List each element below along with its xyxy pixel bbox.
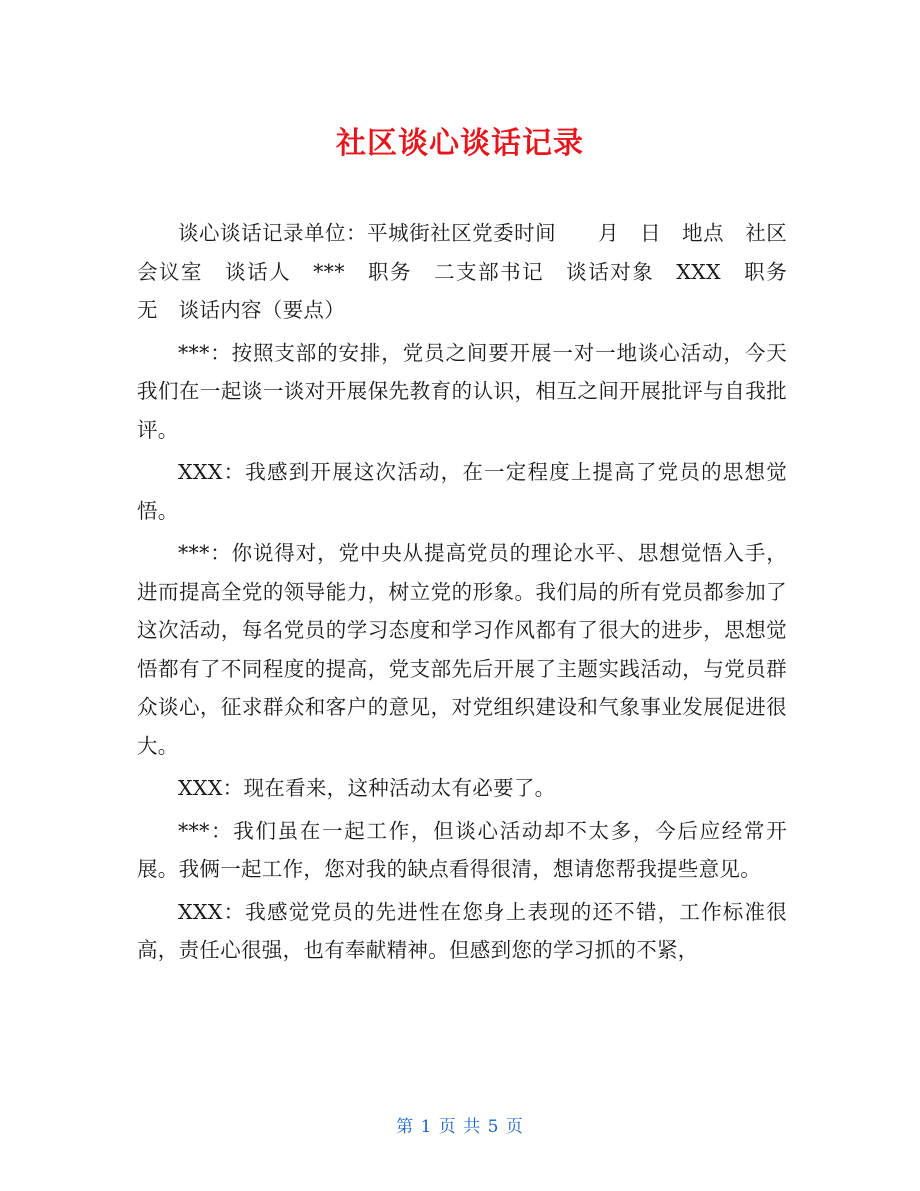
paragraph-header-info: 谈心谈话记录单位：平城街社区党委时间 月 日 地点 社区会议室 谈话人 *** 职务 二支部书记 谈话对象 XXX 职务 无 谈话内容（要点） bbox=[137, 221, 808, 322]
paragraph: XXX：我感觉党员的先进性在您身上表现的还不错，工作标准很高，责任心很强，也有奉献精神。但感到您的学习抓的不紧， bbox=[137, 899, 787, 962]
paragraph: ***：你说得对，党中央从提高党员的理论水平、思想觉悟入手，进而提高全党的领导能力，树立党的形象。我们局的所有党员都参加了这次活动，每名党员的学习态度和学习作风都有了很大的进步，思想觉悟都有了不同程度的提高，党支部先后开展了主题实践活动，与党员群众谈心，征求群众和客户的意见，对党组织建设和气象事业发展促进很大。 bbox=[137, 541, 787, 758]
paragraph: ***：按照支部的安排，党员之间要开展一对一地谈心活动，今天我们在一起谈一谈对开展保先教育的认识，相互之间开展批评与自我批评。 bbox=[137, 340, 787, 442]
page-number-footer: 第 1 页 共 5 页 bbox=[396, 1117, 524, 1137]
document-title: 社区谈心谈话记录 bbox=[336, 126, 584, 161]
paragraph: XXX：现在看来，这种活动太有必要了。 bbox=[178, 776, 556, 800]
paragraph: ***：我们虽在一起工作，但谈心活动却不太多，今后应经常开展。我俩一起工作，您对我的缺点看得很清，想请您帮我提些意见。 bbox=[137, 818, 787, 881]
paragraph: XXX：我感到开展这次活动，在一定程度上提高了党员的思想觉悟。 bbox=[137, 460, 787, 523]
document-body bbox=[137, 214, 808, 974]
